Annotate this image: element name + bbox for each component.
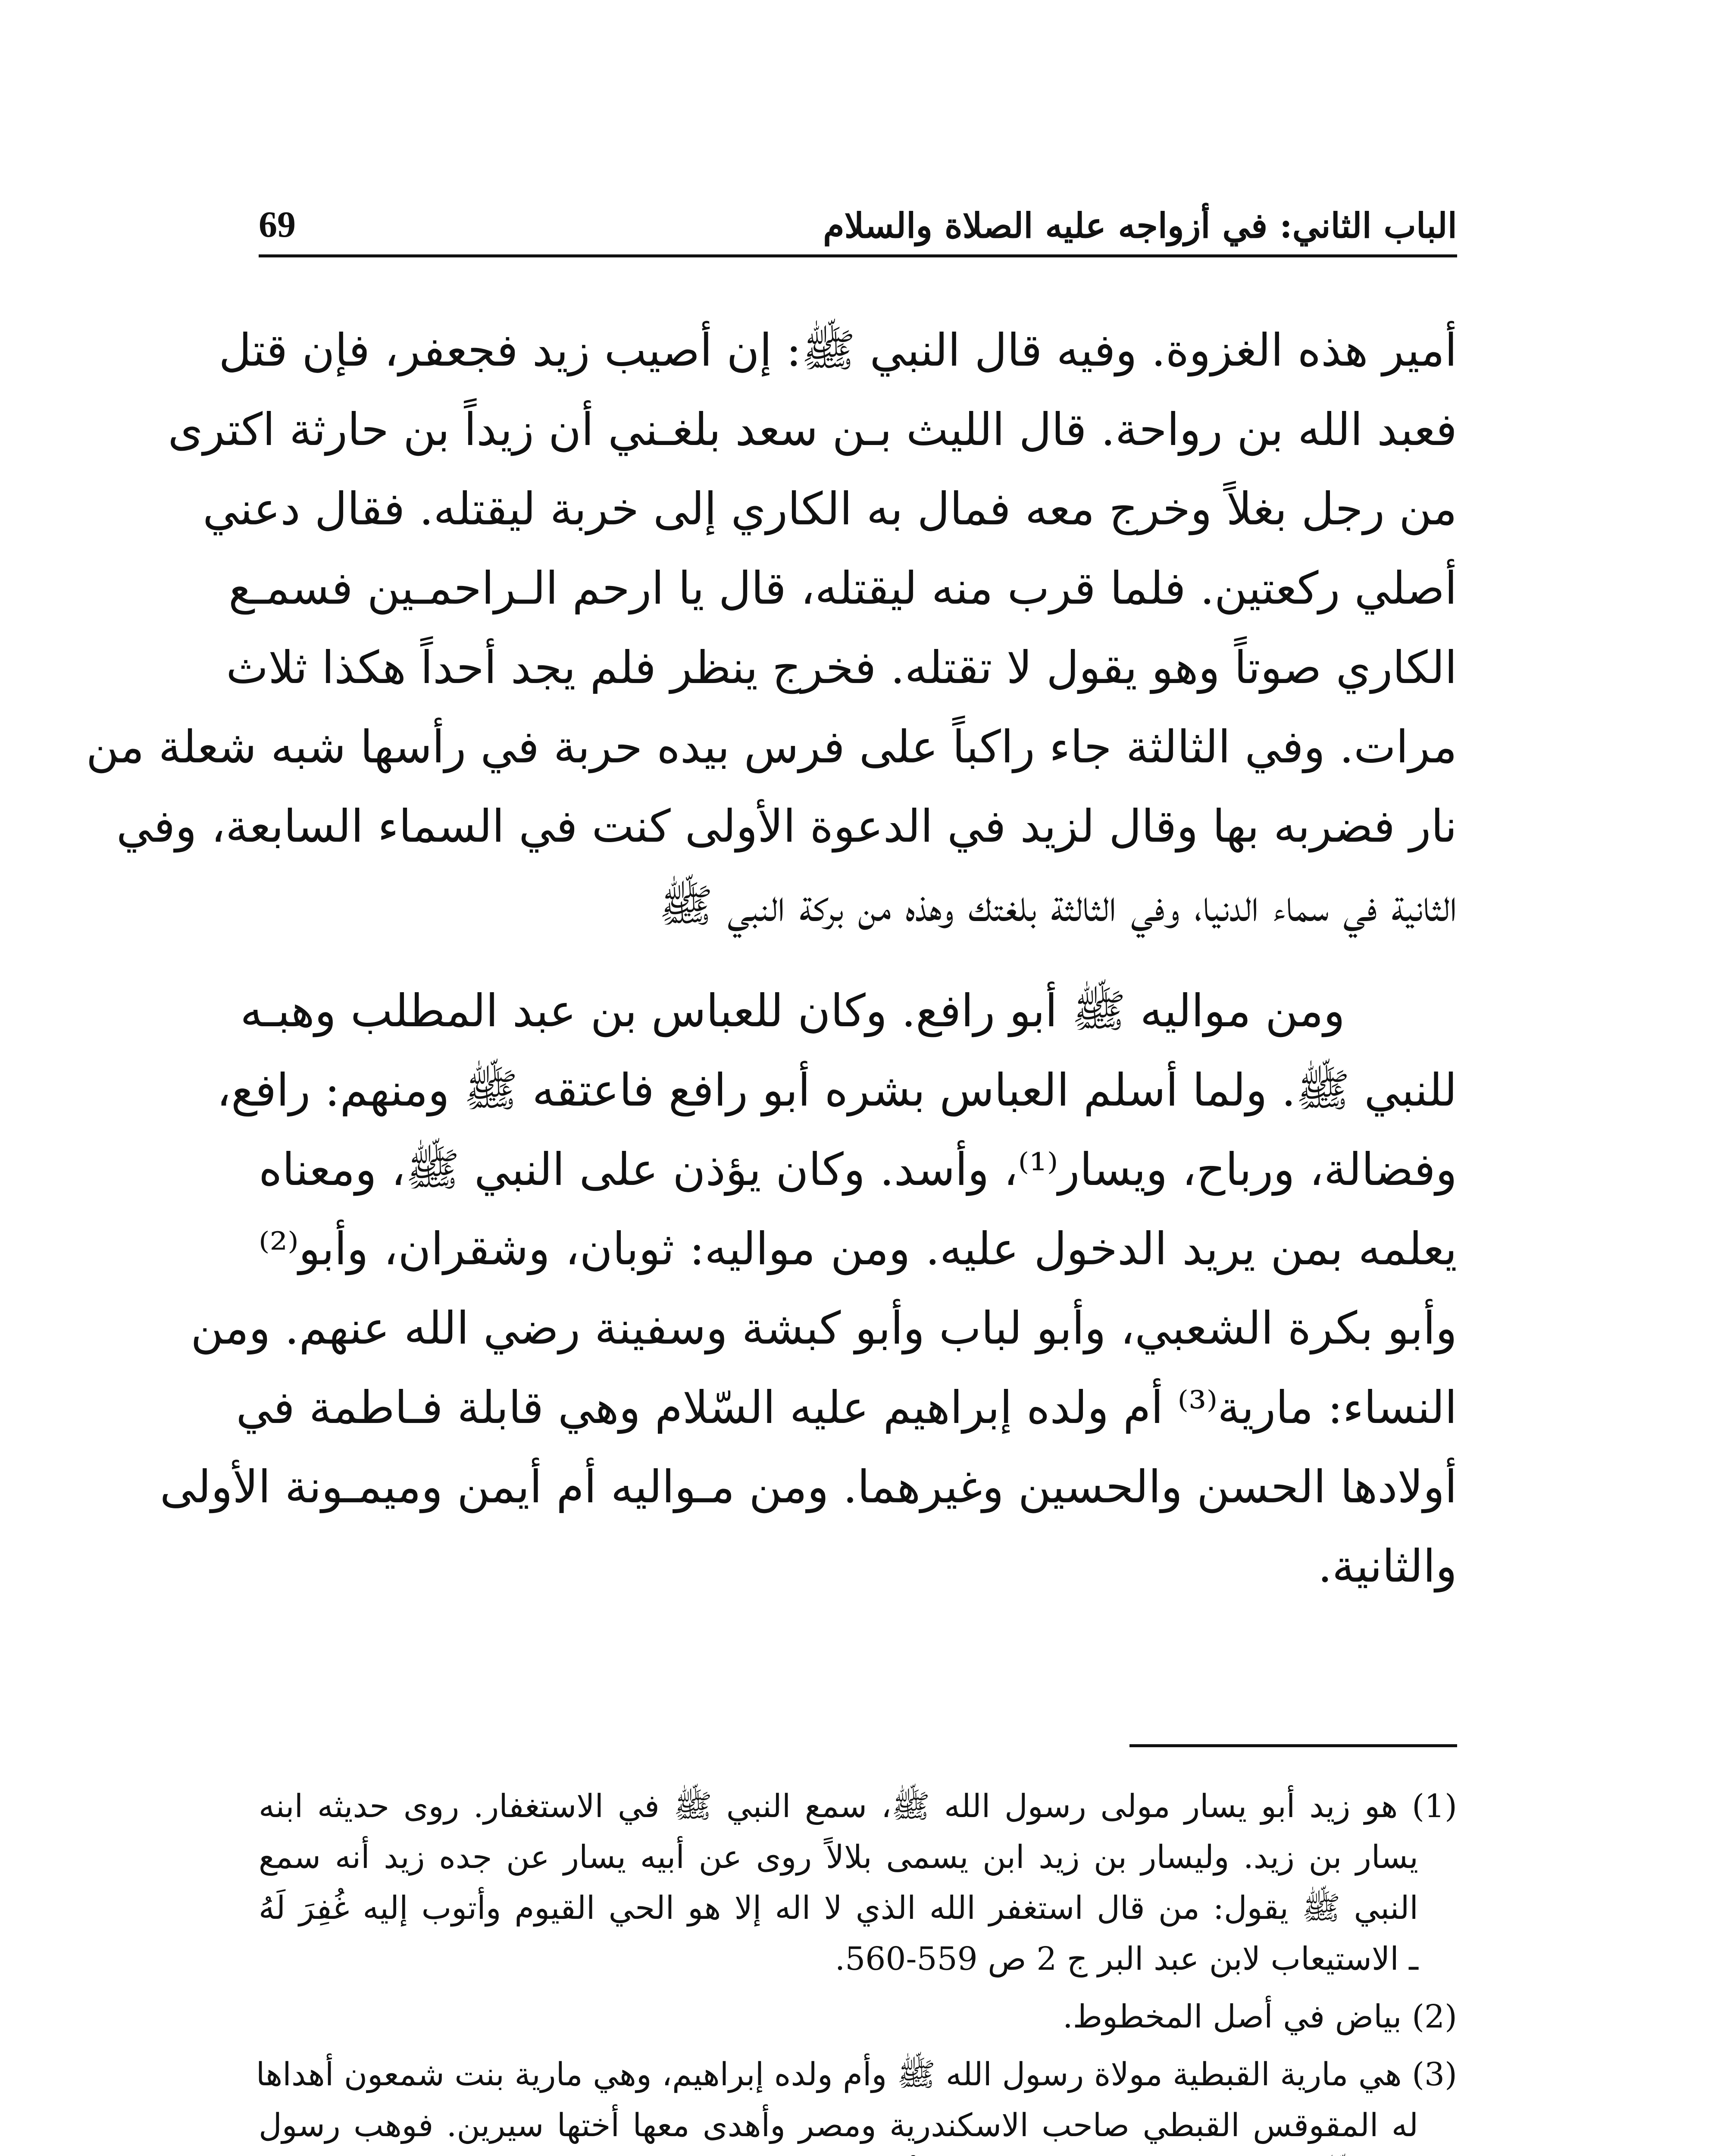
footnote-line: ـ الاستيعاب لابن عبد البر ج 2 ص 559-560.: [835, 1940, 1418, 1977]
footnote-line: [259, 2151, 1457, 2156]
footnote-line: (2) بياض في أصل المخطوط.: [1063, 1998, 1457, 2035]
text-line: النساء: مارية⁽³⁾ أم ولده إبراهيم عليه السّلام وهي قابلة فـاطمة في: [236, 1381, 1457, 1434]
page-number: 69: [259, 204, 296, 245]
footnote-1: [259, 1781, 1457, 1984]
text-line: والثانية.: [1317, 1540, 1457, 1592]
paragraph-2: [160, 971, 1457, 1606]
chapter-title: الباب الثاني: في أزواجه عليه الصلاة والسلام: [823, 205, 1457, 246]
footnote-line: يسار بن زيد. وليسار بن زيد ابن يسمى بلالاً روى عن أبيه يسار عن جده زيد أنه سمع: [259, 1839, 1418, 1876]
footnote-separator: [1129, 1744, 1457, 1747]
text-line: الثانية في سماء الدنيا، وفي الثالثة بلغتك وهذه من بركة النبي ﷺ: [659, 879, 1457, 932]
text-line: من رجل بغلاً وخرج معه فمال به الكاري إلى خربة ليقتله. فقال دعني: [203, 483, 1457, 535]
text-line: الكاري صوتاً وهو يقول لا تقتله. فخرج ينظر فلم يجد أحداً هكذا ثلاث: [226, 641, 1457, 694]
paragraph-1: [86, 310, 1457, 945]
text-line: نار فضربه بها وقال لزيد في الدعوة الأولى كنت في السماء السابعة، وفي: [116, 800, 1457, 852]
text-line: فعبد الله بن رواحة. قال الليث بـن سعد بلغـني أن زيداً بن حارثة اكترى: [168, 403, 1457, 456]
running-header: [259, 194, 1457, 257]
text-line: مرات. وفي الثالثة جاء راكباً على فرس بيده حربة في رأسها شبه شعلة من: [86, 721, 1457, 773]
paragraph-gap: [259, 945, 1457, 971]
text-line: وأبو بكرة الشعبي، وأبو لباب وأبو كبشة وسفينة رضي الله عنهم. ومن: [191, 1302, 1457, 1354]
text-line: أولادها الحسن والحسين وغيرهما. ومن مـواليه أم أيمن وميمـونة الأولى: [160, 1460, 1457, 1513]
text-line: وفضالة، ورباح، ويسار⁽¹⁾، وأسد. وكان يؤذن على النبي ﷺ، ومعناه: [259, 1143, 1457, 1196]
footnote-line: (1) هو زيد أبو يسار مولى رسول الله ﷺ، سمع النبي ﷺ في الاستغفار. روى حديثه ابنه: [259, 1788, 1457, 1825]
footnotes: [256, 1781, 1457, 2156]
footnote-3: [256, 2049, 1457, 2156]
text-line: يعلمه بمن يريد الدخول عليه. ومن مواليه: ثوبان، وشقران، وأبو⁽²⁾: [259, 1222, 1457, 1275]
footnote-line: (3) هي مارية القبطية مولاة رسول الله ﷺ وأم ولده إبراهيم، وهي مارية بنت شمعون أهداها: [256, 2056, 1457, 2093]
footnote-line: النبي ﷺ يقول: من قال استغفر الله الذي لا اله إلا هو الحي القيوم وأتوب إليه غُفِرَ لَهُ: [259, 1890, 1418, 1927]
text-line: ومن مواليه ﷺ أبو رافع. وكان للعباس بن عبد المطلب وهبـه: [240, 984, 1345, 1037]
footnote-line: له المقوقس القبطي صاحب الاسكندرية ومصر وأهدى معها أختها سيرين. فوهب رسول: [259, 2107, 1418, 2144]
footnote-2: [259, 1991, 1457, 2042]
text-line: أصلي ركعتين. فلما قرب منه ليقتله، قال يا ارحم الـراحمـين فسمـع: [228, 562, 1457, 614]
text-line: أمير هذه الغزوة. وفيه قال النبي ﷺ: إن أصيب زيد فجعفر، فإن قتل: [219, 324, 1457, 376]
main-text: [86, 310, 1457, 1606]
text-line: للنبي ﷺ. ولما أسلم العباس بشره أبو رافع فاعتقه ﷺ ومنهم: رافع،: [216, 1064, 1457, 1116]
